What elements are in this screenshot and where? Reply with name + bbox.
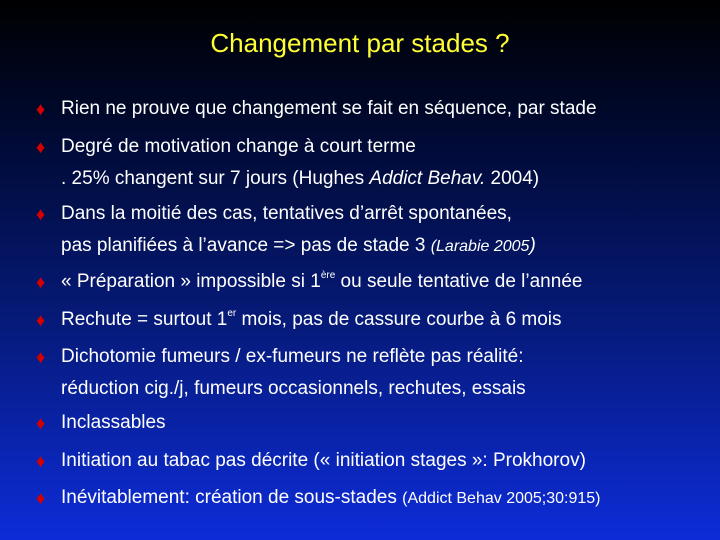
bullet-text: Inclassables xyxy=(61,412,166,433)
bullet-text xyxy=(61,341,526,405)
diamond-bullet-icon: ♦ xyxy=(36,347,46,367)
superscript: ère xyxy=(320,270,336,281)
bullet-text xyxy=(61,198,536,263)
bullet-text xyxy=(61,266,582,298)
bullet-line-part: Rechute = surtout 1 xyxy=(61,309,228,330)
bullet-line: réduction cig./j, fumeurs occasionnels, rechutes, essais xyxy=(61,378,526,399)
bullet-line-part: ou seule tentative de l’année xyxy=(335,271,583,292)
diamond-bullet-icon: ♦ xyxy=(36,272,46,292)
slide-title: Changement par stades ? xyxy=(210,28,510,58)
bullet-line xyxy=(61,230,536,263)
bullet-text: Initiation au tabac pas décrite (« initiation stages »: Prokhorov) xyxy=(61,450,586,471)
citation: (Addict Behav 2005;30:915) xyxy=(402,490,601,507)
bullet-text xyxy=(61,304,562,336)
diamond-bullet-icon: ♦ xyxy=(36,137,46,157)
diamond-bullet-icon: ♦ xyxy=(36,99,46,119)
diamond-bullet-icon: ♦ xyxy=(36,413,46,433)
bullet-line: Degré de motivation change à court terme xyxy=(61,136,416,157)
bullet-line-part: pas planifiées à l’avance => pas de stade 3 xyxy=(61,235,431,256)
bullet-line: Dichotomie fumeurs / ex-fumeurs ne reflète pas réalité: xyxy=(61,346,524,367)
bullet-line-part: . 25% changent sur 7 jours (Hughes xyxy=(61,168,370,189)
bullet-line-part: mois, pas de cassure courbe à 6 mois xyxy=(236,309,562,330)
citation: (Larabie 2005 xyxy=(430,238,530,255)
bullet-line-part: ) xyxy=(529,235,536,256)
bullet-line-part: 2004) xyxy=(485,168,540,189)
bullet-line-part: Inévitablement: création de sous-stades xyxy=(61,487,403,508)
diamond-bullet-icon: ♦ xyxy=(36,451,46,471)
diamond-bullet-icon: ♦ xyxy=(36,310,46,330)
bullet-line xyxy=(61,163,539,195)
bullet-text xyxy=(61,131,539,195)
bullet-text xyxy=(61,482,601,515)
bullet-line-part: « Préparation » impossible si 1 xyxy=(61,271,321,292)
superscript: er xyxy=(227,308,237,319)
journal-name: Addict Behav. xyxy=(369,168,486,189)
bullet-text: Rien ne prouve que changement se fait en séquence, par stade xyxy=(61,98,597,119)
diamond-bullet-icon: ♦ xyxy=(36,488,46,508)
bullet-line: Dans la moitié des cas, tentatives d’arrêt spontanées, xyxy=(61,203,512,224)
diamond-bullet-icon: ♦ xyxy=(36,204,46,224)
